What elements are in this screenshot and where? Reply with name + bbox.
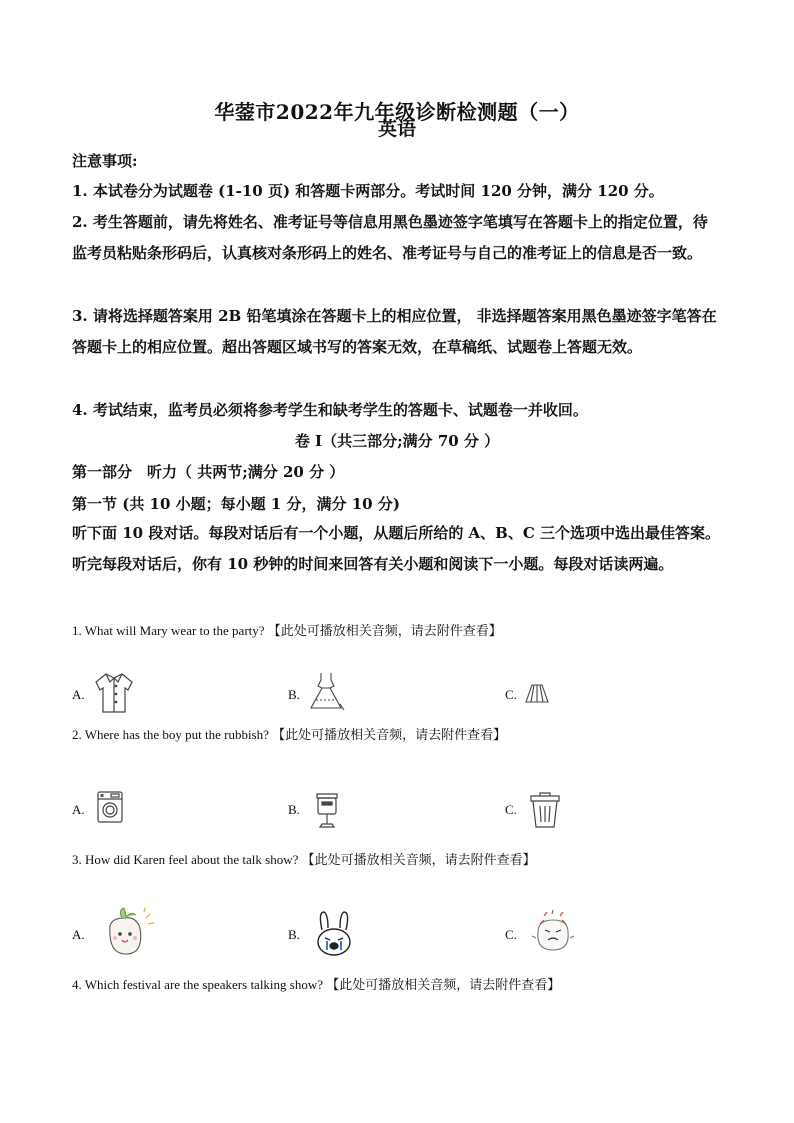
happy-face-picture: [100, 906, 160, 958]
note-item-1: 1. 本试卷分为试题卷 (1-10 页) 和答题卡两部分。考试时间 120 分钟，满分 120 分。: [72, 182, 664, 200]
option-1b-label: B.: [288, 687, 300, 702]
question-1: 1. What will Mary wear to the party? 【此处可播放相关音频，请去附件查看】: [72, 623, 502, 638]
listening-instructions: 听下面 10 段对话。每段对话后有一个小题，从题后所给的 A、B、C 三个选项中选出最佳答案。听完每段对话后，你有 10 秒钟的时间来回答有关小题和阅读下一小题。每段对话读两遍。: [72, 524, 721, 573]
shirt-picture: [92, 670, 136, 714]
option-2c-label: C.: [505, 802, 517, 817]
question-4: 4. Which festival are the speakers talking show? 【此处可播放相关音频，请去附件查看】: [72, 977, 561, 992]
notes-heading: 注意事项:: [72, 152, 138, 170]
skirt-picture: [523, 682, 551, 706]
subject-title: 英语: [377, 118, 416, 140]
trash-bin-picture: [528, 790, 562, 830]
angry-face-picture: [530, 908, 576, 954]
part-heading: 第一部分 听力（ 共两节;满分 20 分 ）: [72, 463, 345, 481]
option-1a-label: A.: [72, 687, 85, 702]
page-title: 华蓥市2022年九年级诊断检测题（一）: [214, 100, 580, 124]
note-item-2: 2. 考生答题前，请先将姓名、准考证号等信息用黑色墨迹签字笔填写在答题卡上的指定位置，待监考员粘贴条形码后，认真核对条形码上的姓名、准考证号与自己的准考证上的信息是否一致。: [72, 213, 708, 262]
option-2b-label: B.: [288, 802, 300, 817]
note-item-4: 4. 考试结束，监考员必须将参考学生和缺考学生的答题卡、试题卷一并收回。: [72, 401, 588, 419]
washing-machine-picture: [96, 790, 124, 824]
note-item-3: 3. 请将选择题答案用 2B 铅笔填涂在答题卡上的相应位置， 非选择题答案用黑色墨迹签字笔答在答题卡上的相应位置。超出答题区域书写的答案无效，在草稿纸、试题卷上答题无效。: [72, 307, 717, 356]
question-2: 2. Where has the boy put the rubbish? 【此处可播放相关音频，请去附件查看】: [72, 727, 507, 742]
crying-face-picture: [308, 910, 360, 958]
option-3c-label: C.: [505, 927, 517, 942]
post-box-picture: [312, 790, 342, 830]
option-3b-label: B.: [288, 927, 300, 942]
option-1c-label: C.: [505, 687, 517, 702]
option-3a-label: A.: [72, 927, 85, 942]
section-heading: 第一节 (共 10 小题；每小题 1 分，满分 10 分): [72, 495, 400, 513]
option-2a-label: A.: [72, 802, 85, 817]
question-3: 3. How did Karen feel about the talk show? 【此处可播放相关音频，请去附件查看】: [72, 852, 536, 867]
dress-picture: [306, 670, 346, 714]
volume-heading: 卷 I（共三部分;满分 70 分 ）: [294, 432, 500, 450]
